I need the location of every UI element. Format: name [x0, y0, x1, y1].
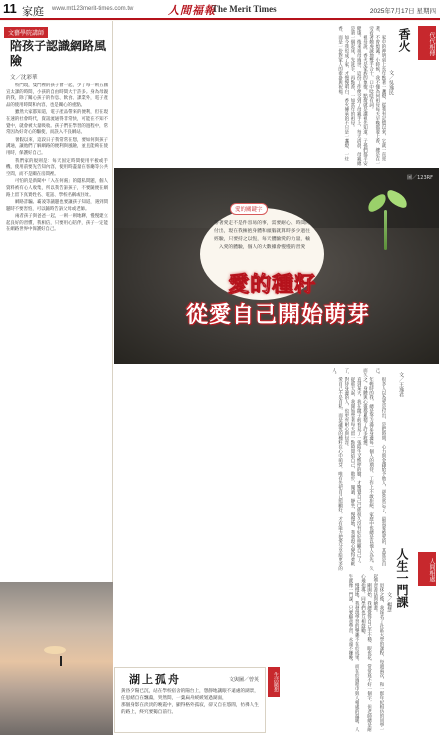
lake-photo — [0, 582, 113, 735]
paragraph: 直到某天，我在鏡子前看見了一張陌生又憔悴的臉，才驚覺自己已經很久沒有好好照顧自己了。 — [356, 377, 362, 566]
paragraph: 雖然大家都知道，電子產品帶來的便利，但在現在速的社會時代，資訊流通得非常快，可能在不知不覺中，就會被大量吸收。孩子們在學習的過程中，常常因為好奇心的驅使，而誤入不良網站。 — [6, 110, 108, 136]
left-article-body — [6, 83, 108, 598]
paragraph: 校門現，隻門裡的孩子會一起，少了每一則五國宣太課的時間，小孩的自由時間大于許多。身為母親的我，除了關心孩子的作息、飲食、課業外，電子產品的使用時間和內容，也是關心的重點。 — [6, 83, 108, 108]
site-url[interactable]: www.mt123merit-times.com.tw — [52, 6, 134, 12]
paragraph: 年輕時的我，總是努力滿足身邊每一個人的期待，工作上不敢拒絕，家庭中也總是以他人為先，久而久之，身體與心靈都累積了許多疲憊。 — [362, 368, 374, 571]
photo-credit: 圖／123RF — [407, 175, 433, 181]
column1-tag: 代代相傳 — [418, 26, 436, 60]
left-article-author: 文／沈彩華 — [10, 75, 38, 81]
paragraph: 兩者孩子與爸爸一起，一則一則地聊，慢慢建立起良好的習慣，我相信，只要用心陪伴，孩子一定能在網路世界中保護好自己。 — [6, 214, 108, 233]
column3-author: 文／楊慧 — [386, 592, 392, 612]
section-name: 家庭 — [22, 5, 44, 18]
silhouette-figure — [60, 656, 62, 666]
column1-author: 文／吳逸民 — [388, 70, 394, 95]
left-article-title: 陪孩子認識網路風險 — [10, 39, 107, 68]
column2-author: 文／王逸君 — [398, 372, 404, 397]
column1-body — [118, 26, 386, 166]
column3-title: 人生一門課 — [395, 548, 409, 608]
paragraph: 退休之後，我報名了社區大學的課程，每週兩次，和一群年紀相仿的同學一起學習書法與繪畫。 — [372, 574, 384, 732]
page-header — [0, 0, 440, 20]
left-article-tag: 文藝學院講師 — [4, 27, 48, 38]
paragraph: 家中的神明桌上長年點著一盞燈，從我有記憶以來，它就一直亮著，不曾熄滅。小時候，我不懂為何祖母每天早晚都要上香，總是在一旁看著她虔誠地雙手合十，口中唸唸有詞。 — [368, 26, 386, 166]
paragraph: 祖母說，香火是家族的象徵，點燈就是讓祖先知道，子孫們都平安健康。後來祖母過世，這份工作便交到了母親手上，每天清晨，母親總是第一個起床，先洗手、再點香，一如當年的祖母。 — [349, 26, 368, 166]
poem-line: 那個身影在淡淡的晚霞中，顯得格外孤寂，卻又自在悠閒，彷彿人生的路上，終究要獨自前行。 — [121, 703, 259, 715]
column3-body — [284, 574, 384, 734]
paragraph: 可怕的是新聞中「入在何處」的隱私問題，個人資料被有心人收集，所以我告訴孩子，不要隨便在網路上留下真實姓名、電話、學校名稱或住址。 — [6, 179, 108, 198]
paragraph: 愛自己不是自私，而是讓愛的種籽在心中萌芽，唯有先把自己照顧好，才有能力把愛分享給更多的人。 — [331, 368, 343, 571]
section-badge: 生活隨想 — [268, 667, 280, 697]
issue-date: 2025年7月17日 星期四 — [369, 8, 436, 15]
quote-text: 帶著愛走不是件容易的事，需要耐心、時間的付出，現在我擁抱身體和頭腦就算時多少過往經驗，只要持之以恆，每天體驗愛的力量，輸入愛的體驗，個人的大數據會慢慢的習愛 — [214, 221, 310, 250]
paragraph: 如今我也成了家，才慢慢明白，香火傳承的不只是一盞燈、一炷香，而是一份對家人的牽掛與祝福。 — [337, 26, 349, 161]
paragraph: 從那天起，我開始學著每天留一點時間給自己，散步、閱讀、靜坐，慢慢地，我發現心變得柔軟了，對待身邊的人，也更有耐心與包容。 — [343, 368, 355, 566]
paragraph: 網路詐騙、霸凌等議題也要讓孩子知道，遇到問題時不要害怕，可以隨時告訴父母或老師。 — [6, 200, 108, 212]
newspaper-logo-english: The Merit Times — [212, 4, 277, 14]
sprout-leaf-right — [384, 189, 409, 209]
paragraph: 很多人以為愛是付出，是把時間、心力與金錢給予他人，卻常常忘了，最需要被愛的，其實是自己。 — [374, 368, 386, 566]
paragraph: 暑假以來，這段日子我常常在想，要如何與孩子溝通，讓他們了解網路的便利與風險，並且能夠在使用時，保護好自己。 — [6, 137, 108, 156]
column2-body — [118, 368, 386, 571]
poem-title: 湖上孤舟 — [129, 673, 181, 686]
poem-box — [114, 667, 266, 733]
quote-label: 愛的關鍵字 — [230, 203, 268, 215]
paragraph: 慢慢地，我發現學習的樂趣不在於成果，而在於過程中與人相處的溫暖，人生就像一門課，只要願意學習，永遠不嫌晚。 — [347, 574, 360, 732]
poem-body — [121, 688, 261, 716]
page-number: 11 — [3, 1, 17, 16]
headline-line2: 從愛自己開始萌芽 — [186, 303, 371, 328]
column3-tag: 人間相處 — [418, 552, 436, 586]
paragraph: 我們家的規則是：每天固定時間使用平板或手機，使用前要先告知內容，使用時盡量在客廳等公共空間，而不是關在房間裡。 — [6, 158, 108, 177]
newspaper-logo: 人間福報 — [168, 4, 216, 17]
poem-line: 黃昏夕陽已沉，站在學校宿舍的陽台上，想靜地讓眼不遠處的湖景，任思緒自在飄蕩，突然間，一葉扁舟緩緩划過湖面， — [121, 689, 259, 701]
sun-reflection — [44, 646, 66, 654]
sprout-stem — [384, 210, 387, 250]
headline-line1: 愛的種籽 — [228, 272, 316, 296]
paragraph: 剛開始，我總覺得自己手不穩、眼也花，常常寫不好一個字，但老師總是耐心地指導，同學們也互相鼓勵。 — [360, 574, 372, 732]
column1-title: 香火 — [397, 28, 411, 52]
poem-author: 文與圖／曾英 — [228, 677, 259, 683]
